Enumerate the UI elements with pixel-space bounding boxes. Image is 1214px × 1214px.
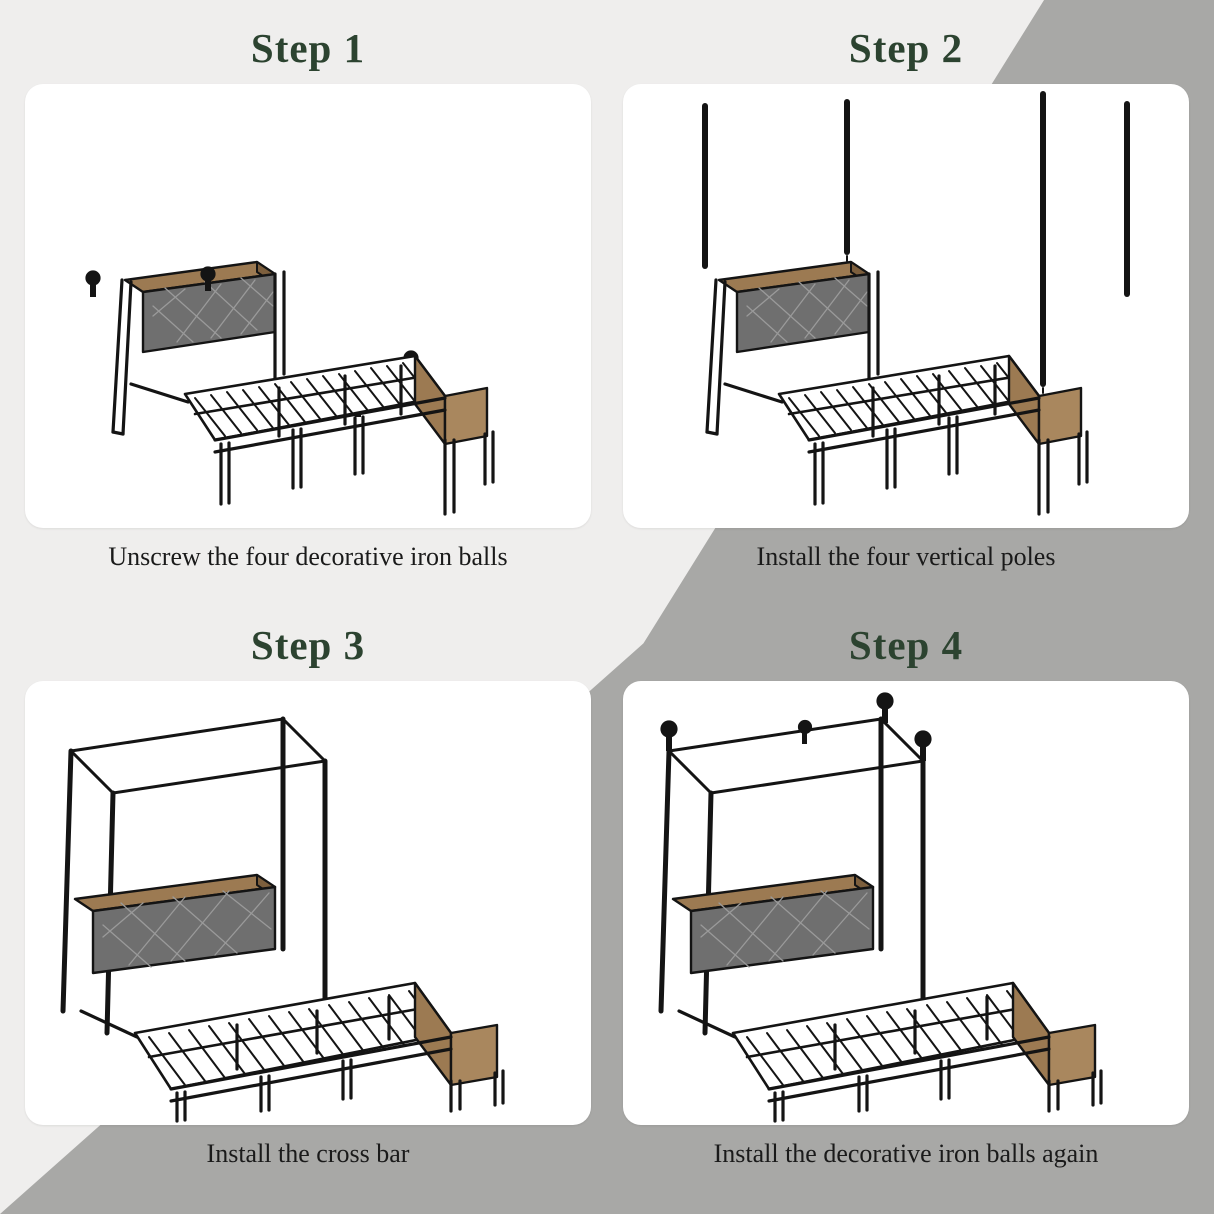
step-title-1: Step 1 [250,25,366,71]
step-illustration-2 [623,84,1189,528]
step-illustration-3 [25,681,591,1125]
step-panel-4 [616,611,1196,1204]
step-caption-4: Install the decorative iron balls again [713,1139,1099,1168]
step-caption-3: Install the cross bar [206,1139,410,1168]
step-title-2: Step 2 [848,25,964,71]
step-illustration-4 [623,681,1189,1125]
step-title-4: Step 4 [848,622,964,668]
step-panel-2 [616,14,1196,607]
step-panel-3 [18,611,598,1204]
step-panel-1 [18,14,598,607]
step-illustration-1 [25,84,591,528]
step-caption-2: Install the four vertical poles [756,542,1056,571]
step-title-3: Step 3 [250,622,366,668]
step-caption-1: Unscrew the four decorative iron balls [108,542,508,571]
